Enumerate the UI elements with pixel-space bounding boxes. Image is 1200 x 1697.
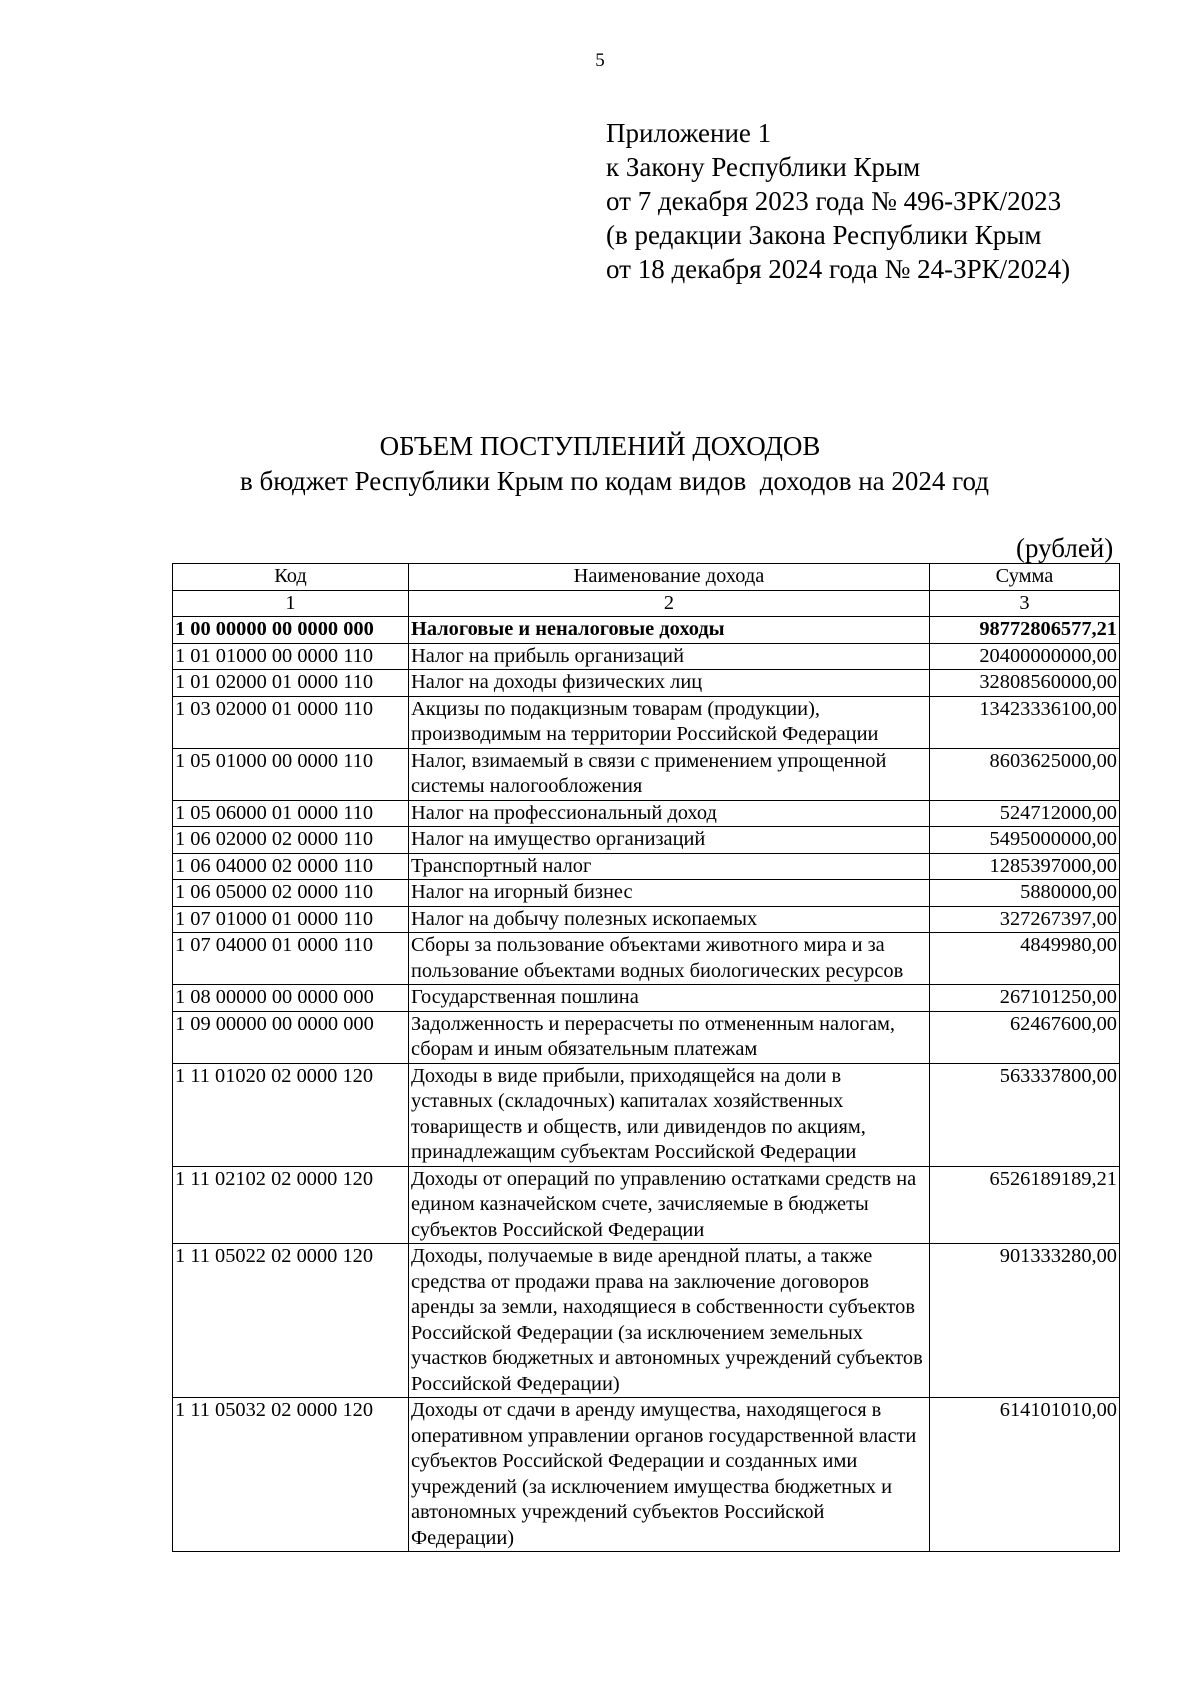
income-amount: 1285397000,00 <box>930 853 1120 880</box>
table-row <box>173 800 1120 827</box>
table-row <box>173 827 1120 854</box>
income-amount: 5880000,00 <box>930 880 1120 907</box>
income-code: 1 00 00000 00 0000 000 <box>173 617 409 644</box>
table-row <box>173 670 1120 697</box>
table-row <box>173 933 1120 985</box>
income-name: Транспортный налог <box>409 853 930 880</box>
income-name: Налог на прибыль организаций <box>409 643 930 670</box>
appendix-line: от 7 декабря 2023 года № 496-ЗРК/2023 <box>606 186 1062 216</box>
table-body <box>173 617 1120 1552</box>
income-name: Доходы от операций по управлению остатками средств на едином казначейском счете, зачисляемые в бюджеты субъектов Российской Федерации <box>409 1166 930 1244</box>
income-amount: 13423336100,00 <box>930 696 1120 748</box>
income-name: Акцизы по подакцизным товарам (продукции), производимым на территории Российской Федерации <box>409 696 930 748</box>
table-row <box>173 617 1120 644</box>
table-header-row <box>173 564 1120 591</box>
income-amount: 32808560000,00 <box>930 670 1120 697</box>
appendix-line: (в редакции Закона Республики Крым <box>606 220 1042 250</box>
column-number-row <box>173 590 1120 617</box>
income-code: 1 06 04000 02 0000 110 <box>173 853 409 880</box>
income-amount: 5495000000,00 <box>930 827 1120 854</box>
income-code: 1 01 01000 00 0000 110 <box>173 643 409 670</box>
column-number: 3 <box>930 590 1120 617</box>
table-row <box>173 643 1120 670</box>
appendix-line: к Закону Республики Крым <box>606 152 921 182</box>
income-amount: 901333280,00 <box>930 1244 1120 1398</box>
income-name: Налог на добычу полезных ископаемых <box>409 906 930 933</box>
income-name: Налог на профессиональный доход <box>409 800 930 827</box>
income-name: Налог на игорный бизнес <box>409 880 930 907</box>
income-code: 1 08 00000 00 0000 000 <box>173 985 409 1012</box>
income-amount: 8603625000,00 <box>930 748 1120 800</box>
header-amount: Сумма <box>930 564 1120 591</box>
income-amount: 327267397,00 <box>930 906 1120 933</box>
income-name: Налог на имущество организаций <box>409 827 930 854</box>
income-code: 1 07 01000 01 0000 110 <box>173 906 409 933</box>
table-row <box>173 880 1120 907</box>
income-code: 1 06 05000 02 0000 110 <box>173 880 409 907</box>
income-code: 1 01 02000 01 0000 110 <box>173 670 409 697</box>
document-subtitle: в бюджет Республики Крым по кодам видов доходов на 2024 год <box>240 466 989 496</box>
income-amount: 4849980,00 <box>930 933 1120 985</box>
income-amount: 524712000,00 <box>930 800 1120 827</box>
income-name: Налог на доходы физических лиц <box>409 670 930 697</box>
appendix-reference <box>606 116 1070 286</box>
income-code: 1 09 00000 00 0000 000 <box>173 1011 409 1063</box>
column-number: 2 <box>409 590 930 617</box>
income-name: Налоговые и неналоговые доходы <box>409 617 930 644</box>
income-name: Доходы в виде прибыли, приходящейся на доли в уставных (складочных) капиталах хозяйственных товариществ и обществ, или дивидендов по акциям, принадлежащим субъектам Российской Федерации <box>409 1063 930 1166</box>
income-name: Сборы за пользование объектами животного мира и за пользование объектами водных биологических ресурсов <box>409 933 930 985</box>
table-row <box>173 985 1120 1012</box>
income-code: 1 11 05022 02 0000 120 <box>173 1244 409 1398</box>
table-row <box>173 1244 1120 1398</box>
income-code: 1 05 06000 01 0000 110 <box>173 800 409 827</box>
income-code: 1 03 02000 01 0000 110 <box>173 696 409 748</box>
income-amount: 6526189189,21 <box>930 1166 1120 1244</box>
income-amount: 62467600,00 <box>930 1011 1120 1063</box>
header-name: Наименование дохода <box>409 564 930 591</box>
table-row <box>173 748 1120 800</box>
income-code: 1 06 02000 02 0000 110 <box>173 827 409 854</box>
income-amount: 563337800,00 <box>930 1063 1120 1166</box>
unit-note: (рублей) <box>1016 533 1114 563</box>
table-row <box>173 853 1120 880</box>
income-name: Доходы от сдачи в аренду имущества, находящегося в оперативном управлении органов государственной власти субъектов Российской Федерации и созданных ими учреждений (за исключением имущества бюджетных и автономных учреждений субъектов Российской Федерации) <box>409 1398 930 1552</box>
page-number: 5 <box>595 50 605 71</box>
table-row <box>173 1166 1120 1244</box>
income-code: 1 07 04000 01 0000 110 <box>173 933 409 985</box>
income-code: 1 11 02102 02 0000 120 <box>173 1166 409 1244</box>
income-name: Доходы, получаемые в виде арендной платы, а также средства от продажи права на заключение договоров аренды за земли, находящиеся в собственности субъектов Российской Федерации (за исключением земельных участков бюджетных и автономных учреждений субъектов Российской Федерации) <box>409 1244 930 1398</box>
income-name: Налог, взимаемый в связи с применением упрощенной системы налогообложения <box>409 748 930 800</box>
document-title: ОБЪЕМ ПОСТУПЛЕНИЙ ДОХОДОВ <box>379 431 821 461</box>
income-amount: 98772806577,21 <box>930 617 1120 644</box>
income-table <box>172 563 1120 1552</box>
income-code: 1 11 01020 02 0000 120 <box>173 1063 409 1166</box>
income-amount: 20400000000,00 <box>930 643 1120 670</box>
income-amount: 267101250,00 <box>930 985 1120 1012</box>
income-code: 1 05 01000 00 0000 110 <box>173 748 409 800</box>
income-name: Задолженность и перерасчеты по отмененным налогам, сборам и иным обязательным платежам <box>409 1011 930 1063</box>
column-number: 1 <box>173 590 409 617</box>
income-amount: 614101010,00 <box>930 1398 1120 1552</box>
table-row <box>173 1398 1120 1552</box>
appendix-line: от 18 декабря 2024 года № 24-ЗРК/2024) <box>606 254 1071 284</box>
table-row <box>173 906 1120 933</box>
table-row <box>173 1063 1120 1166</box>
income-code: 1 11 05032 02 0000 120 <box>173 1398 409 1552</box>
header-code: Код <box>173 564 409 591</box>
table-row <box>173 696 1120 748</box>
appendix-line: Приложение 1 <box>606 118 772 148</box>
income-name: Государственная пошлина <box>409 985 930 1012</box>
table-row <box>173 1011 1120 1063</box>
